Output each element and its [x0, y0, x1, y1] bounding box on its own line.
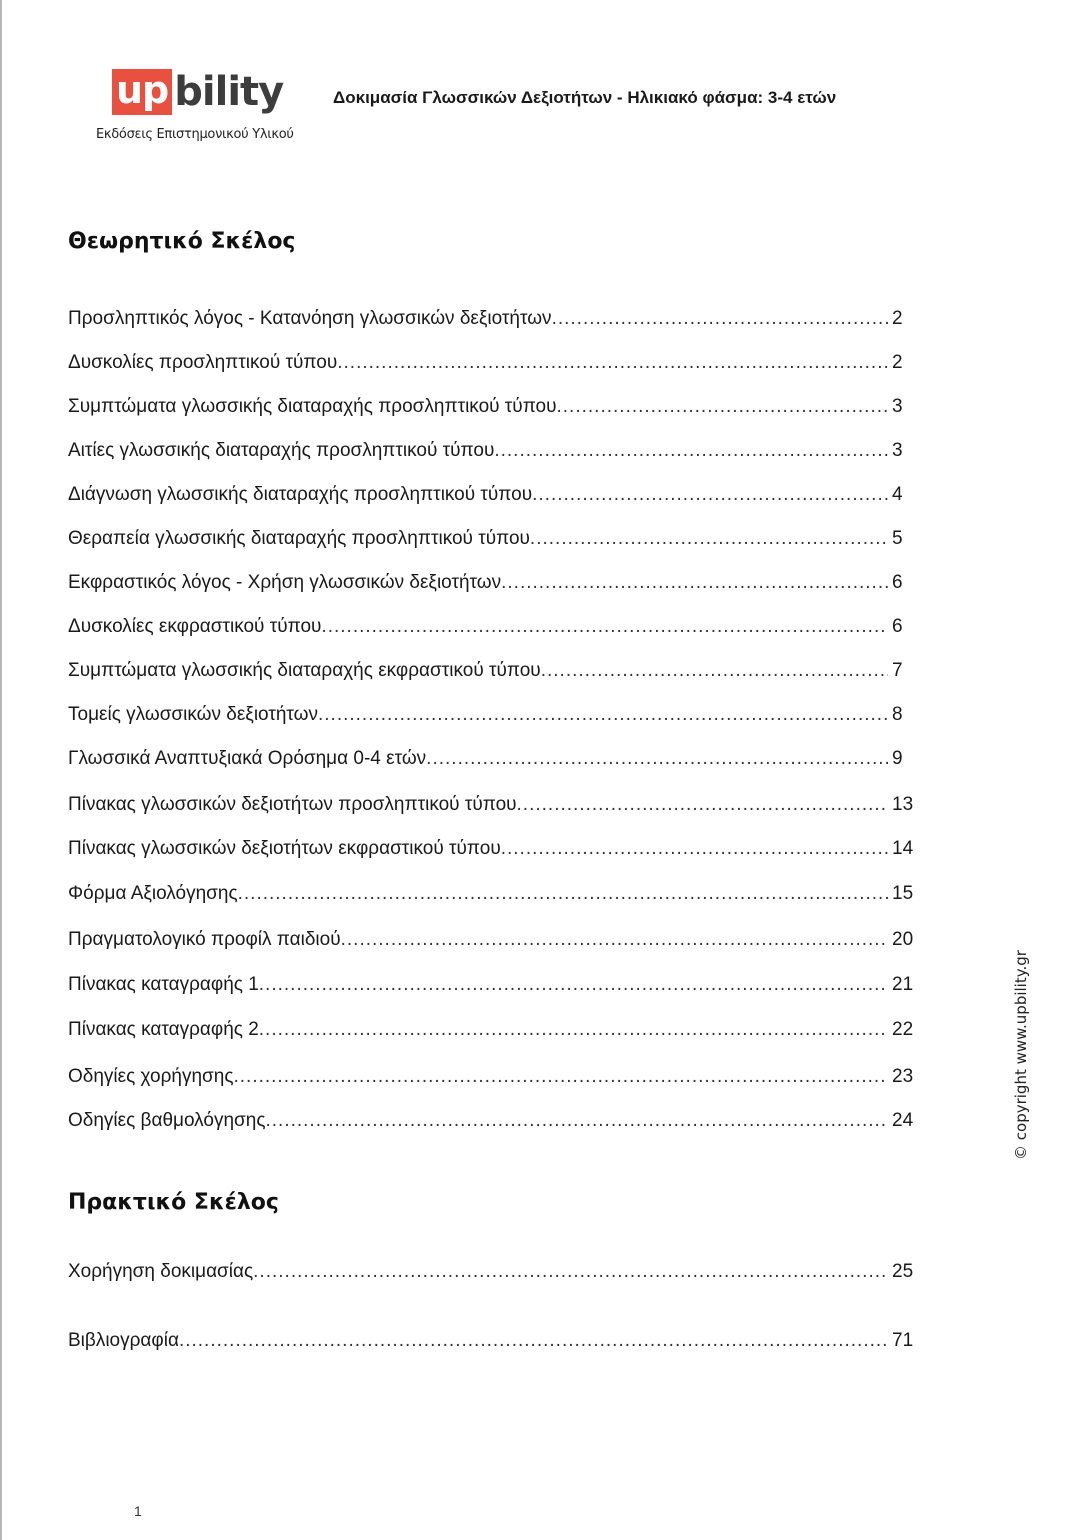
- toc-dot-leader: [426, 748, 888, 770]
- toc-entry-label: Χορήγηση δοκιμασίας: [68, 1261, 254, 1282]
- toc-entry-label: Οδηγίες βαθμολόγησης: [68, 1110, 266, 1131]
- toc-entry[interactable]: [68, 352, 916, 376]
- toc-entry-page: 4: [892, 484, 903, 505]
- toc-entry-page: 21: [892, 974, 914, 995]
- toc-entry[interactable]: [68, 883, 916, 907]
- toc-entry-page: 71: [892, 1330, 914, 1351]
- toc-entry[interactable]: [68, 572, 916, 596]
- toc-entry-label: Βιβλιογραφία: [68, 1330, 179, 1351]
- toc-entry-label: Πίνακας καταγραφής 2: [68, 1019, 259, 1040]
- toc-entry-label: Γλωσσικά Αναπτυξιακά Ορόσημα 0-4 ετών: [68, 748, 427, 769]
- toc-entry[interactable]: [68, 1019, 916, 1043]
- toc-dot-leader: [494, 440, 888, 462]
- toc-entry-label: Πίνακας γλωσσικών δεξιοτήτων εκφραστικού τύπου: [68, 838, 501, 859]
- page-left-border: [0, 0, 2, 1540]
- toc-entry-label: Πίνακας γλωσσικών δεξιοτήτων προσληπτικού τύπου: [68, 794, 517, 815]
- toc-entry-label: Οδηγίες χορήγησης: [68, 1066, 234, 1087]
- toc-entry[interactable]: [68, 838, 916, 862]
- toc-dot-leader: [318, 704, 888, 726]
- toc-entry-label: Διάγνωση γλωσσικής διαταραχής προσληπτικού τύπου: [68, 484, 533, 505]
- section-title-practical: Πρακτικό Σκέλος: [68, 1190, 279, 1215]
- toc-entry-page: 14: [892, 838, 914, 859]
- toc-entry-page: 22: [892, 1019, 914, 1040]
- toc-entry-page: 20: [892, 929, 914, 950]
- toc-dot-leader: [501, 572, 888, 594]
- document-header-title: Δοκιμασία Γλωσσικών Δεξιοτήτων - Ηλικιακό φάσμα: 3-4 ετών: [333, 88, 837, 107]
- toc-entry-page: 8: [892, 704, 903, 725]
- toc-entry[interactable]: [68, 1110, 916, 1134]
- toc-dot-leader: [517, 794, 888, 816]
- toc-dot-leader: [259, 974, 888, 996]
- toc-dot-leader: [179, 1330, 888, 1352]
- toc-entry[interactable]: [68, 484, 916, 508]
- toc-entry[interactable]: [68, 528, 916, 552]
- toc-entry-label: Συμπτώματα γλωσσικής διαταραχής προσληπτικού τύπου: [68, 396, 557, 417]
- logo-subtitle: Εκδόσεις Επιστημονικού Υλικού: [96, 127, 294, 142]
- toc-dot-leader: [321, 616, 888, 638]
- toc-entry-label: Συμπτώματα γλωσσικής διαταραχής εκφραστικού τύπου: [68, 660, 541, 681]
- toc-entry-label: Εκφραστικός λόγος - Χρήση γλωσσικών δεξιοτήτων: [68, 572, 502, 593]
- toc-entry[interactable]: [68, 794, 916, 818]
- toc-entry-label: Θεραπεία γλωσσικής διαταραχής προσληπτικού τύπου: [68, 528, 530, 549]
- toc-dot-leader: [557, 396, 889, 418]
- toc-dot-leader: [259, 1019, 888, 1041]
- toc-entry[interactable]: [68, 1066, 916, 1090]
- toc-dot-leader: [337, 352, 888, 374]
- logo-up-mark: up: [112, 69, 172, 115]
- toc-entry[interactable]: [68, 308, 916, 332]
- copyright-notice: © copyright www.upbility.gr: [1012, 950, 1030, 1160]
- toc-entry-page: 2: [892, 352, 903, 373]
- toc-entry-page: 3: [892, 440, 903, 461]
- toc-entry-page: 6: [892, 572, 903, 593]
- toc-entry-page: 15: [892, 883, 914, 904]
- toc-dot-leader: [532, 484, 888, 506]
- toc-dot-leader: [541, 660, 888, 682]
- toc-entry-label: Αιτίες γλωσσικής διαταραχής προσληπτικού τύπου: [68, 440, 495, 461]
- toc-entry-page: 13: [892, 794, 914, 815]
- toc-entry-label: Δυσκολίες προσληπτικού τύπου: [68, 352, 338, 373]
- toc-entry-page: 25: [892, 1261, 914, 1282]
- toc-entry-page: 5: [892, 528, 903, 549]
- toc-entry-label: Δυσκολίες εκφραστικού τύπου: [68, 616, 322, 637]
- upbility-logo: [112, 69, 283, 115]
- toc-dot-leader: [265, 1110, 888, 1132]
- toc-entry-page: 9: [892, 748, 903, 769]
- toc-dot-leader: [530, 528, 888, 550]
- toc-entry-label: Πραγματολογικό προφίλ παιδιού: [68, 929, 341, 950]
- toc-entry[interactable]: [68, 1330, 916, 1354]
- toc-entry[interactable]: [68, 1261, 916, 1285]
- toc-entry-page: 2: [892, 308, 903, 329]
- toc-dot-leader: [233, 1066, 888, 1088]
- toc-entry[interactable]: [68, 704, 916, 728]
- toc-entry-label: Πίνακας καταγραφής 1: [68, 974, 259, 995]
- toc-entry[interactable]: [68, 974, 916, 998]
- toc-entry-page: 6: [892, 616, 903, 637]
- toc-dot-leader: [552, 308, 888, 330]
- toc-entry[interactable]: [68, 396, 916, 420]
- logo-bility-text: bility: [174, 69, 284, 115]
- toc-dot-leader: [501, 838, 888, 860]
- toc-entry[interactable]: [68, 616, 916, 640]
- toc-entry-page: 23: [892, 1066, 914, 1087]
- toc-entry[interactable]: [68, 748, 916, 772]
- toc-dot-leader: [253, 1261, 888, 1283]
- toc-entry-label: Προσληπτικός λόγος - Κατανόηση γλωσσικών δεξιοτήτων: [68, 308, 552, 329]
- toc-entry-page: 24: [892, 1110, 914, 1131]
- toc-dot-leader: [341, 929, 888, 951]
- toc-entry-page: 7: [892, 660, 903, 681]
- toc-entry[interactable]: [68, 440, 916, 464]
- toc-entry-label: Φόρμα Αξιολόγησης: [68, 883, 238, 904]
- toc-entry[interactable]: [68, 660, 916, 684]
- toc-entry-page: 3: [892, 396, 903, 417]
- section-title-theoretical: Θεωρητικό Σκέλος: [68, 229, 296, 254]
- toc-entry-label: Τομείς γλωσσικών δεξιοτήτων: [68, 704, 318, 725]
- toc-dot-leader: [238, 883, 888, 905]
- toc-entry[interactable]: [68, 929, 916, 953]
- page-number: 1: [134, 1503, 142, 1519]
